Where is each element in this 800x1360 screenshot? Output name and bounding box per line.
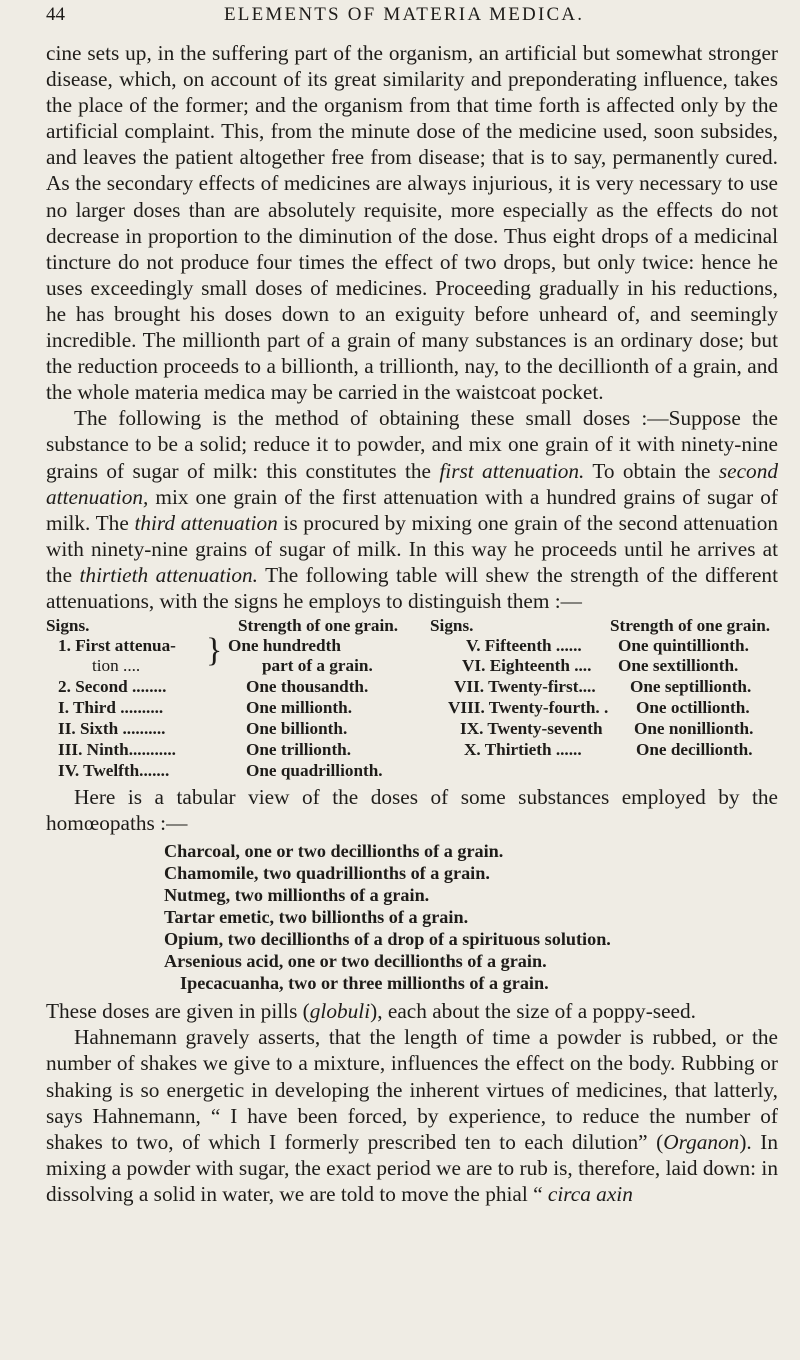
page-number: 44 <box>46 4 65 25</box>
dose-list <box>164 840 778 994</box>
list-item: Opium, two decillionths of a drop of a spirituous solution. <box>164 929 611 950</box>
table-row-sign-right: VII. Twenty-first.... <box>454 677 596 697</box>
header-strength-right: Strength of one grain. <box>610 616 771 636</box>
list-item: Chamomile, two quadrillionths of a grain. <box>164 863 490 884</box>
list-item: Ipecacuanha, two or three millionths of a grain. <box>180 973 549 994</box>
paragraph-2: The following is the method of obtaining these small doses :—Suppose the substance to be a solid; reduce it to powder, and mix one grain of it with ninety-nine grains of sugar of milk: this constitutes the first attenuation. To obtain the second attenuation, mix one grain of the first attenuation with a hundred grains of sugar of milk. The third attenuation is procured by mixing one grain of the second attenuation with ninety-nine grains of sugar of milk. In this way he proceeds until he arrives at the thirtieth attenuation. The following table will shew the strength of the different attenuations, with the signs he employs to distinguish them :— <box>46 406 778 613</box>
table-row-strength-right: One nonillionth. <box>634 719 754 739</box>
paragraph-4: These doses are given in pills (globuli), each about the size of a poppy-seed. <box>46 999 696 1024</box>
list-item: Nutmeg, two millionths of a grain. <box>164 885 430 906</box>
table-row-sign-cont: tion .... <box>92 656 141 676</box>
table-row-sign-right: X. Thirtieth ...... <box>464 740 582 760</box>
list-item: Tartar emetic, two billionths of a grain. <box>164 907 469 928</box>
table-row-strength-right: One decillionth. <box>636 740 753 760</box>
table-row-sign: 2. Second ........ <box>58 677 167 697</box>
table-row-sign: IV. Twelfth....... <box>58 761 170 781</box>
table-row-strength-right: One septillionth. <box>630 677 752 697</box>
table-row-sign-right: VIII. Twenty-fourth. . <box>448 698 609 718</box>
table-row-strength: One millionth. <box>246 698 353 718</box>
table-row-strength-right: One octillionth. <box>636 698 750 718</box>
table-row-strength-right: One quintillionth. <box>618 636 749 656</box>
table-row-sign: 1. First attenua- <box>58 636 176 656</box>
header-signs-left: Signs. <box>46 616 90 636</box>
table-row-strength: One quadrillionth. <box>246 761 383 781</box>
table-row-strength: One billionth. <box>246 719 348 739</box>
table-row-sign: II. Sixth .......... <box>58 719 166 739</box>
table-row-strength-right: One sextillionth. <box>618 656 739 676</box>
paragraph-1: cine sets up, in the suffering part of the organism, an artificial but somewhat stronger disease, which, on account of its great similarity and preponderating influence, takes the place of the former; and the organism from that time forth is affected only by the artificial complaint. This, from the minute dose of the medicine used, soon subsides, and leaves the patient altogether free from disease; that is to say, permanently cured. As the secondary effects of medicines are always injurious, it is very necessary to use no larger doses than are absolutely requisite, more especially as the effects do not decrease in proportion to the diminution of the dose. Thus eight drops of a medicinal tincture do not produce four times the effect of two drops, but only twice: hence he uses exceedingly small doses of medicines. Proceeding gradually in his reductions, he has brought his doses down to an exiguity before unheard of, and seemingly incredible. The millionth part of a grain of many substances is an ordinary dose; but the reduction proceeds to a billionth, a trillionth, nay, to the decillionth of a grain, and the whole materia medica may be carried in the waistcoat pocket. <box>46 41 778 405</box>
header-strength-left: Strength of one grain. <box>238 616 399 636</box>
table-row-strength: One hundredth <box>228 636 341 656</box>
paragraph-5: Hahnemann gravely asserts, that the length of time a powder is rubbed, or the number of shakes we give to a mixture, influences the effect on the body. Rubbing or shaking is so energetic in developing the inherent virtues of medicines, that latterly, says Hahnemann, “ I have been forced, by experience, to reduce the number of shakes to two, of which I formerly prescribed ten to each dilution” (Organon). In mixing a powder with sugar, the exact period we are to rub is, therefore, laid down: in dissolving a solid in water, we are told to move the phial “ circa axin <box>46 1025 778 1206</box>
table-row-sign: III. Ninth........... <box>58 740 176 760</box>
table-row-sign: I. Third .......... <box>58 698 164 718</box>
list-item: Charcoal, one or two decillionths of a grain. <box>164 841 504 862</box>
table-row-strength-cont: part of a grain. <box>262 656 373 676</box>
table-row-strength: One thousandth. <box>246 677 369 697</box>
brace-glyph: } <box>206 632 223 670</box>
page-header <box>46 4 778 40</box>
table-row-sign-right: VI. Eighteenth .... <box>462 656 592 676</box>
table-row-strength: One trillionth. <box>246 740 352 760</box>
list-item: Arsenious acid, one or two decillionths of a grain. <box>164 951 547 972</box>
table-row-sign-right: V. Fifteenth ...... <box>466 636 582 656</box>
paragraph-3: Here is a tabular view of the doses of some substances employed by the homœopaths :— <box>46 785 778 836</box>
table-row-sign-right: IX. Twenty-seventh <box>460 719 603 739</box>
attenuation-table <box>46 616 778 781</box>
header-signs-right: Signs. <box>430 616 474 636</box>
running-title: ELEMENTS OF MATERIA MEDICA. <box>224 4 585 25</box>
